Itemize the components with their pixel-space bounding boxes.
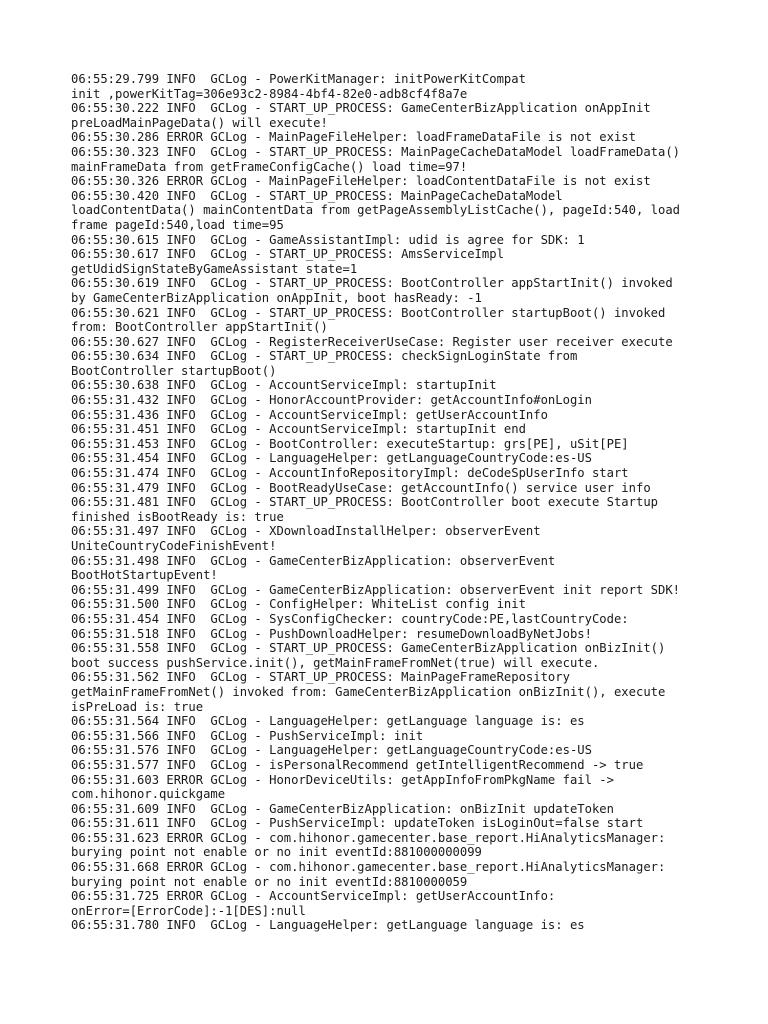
log-line: 06:55:31.562 INFO GCLog - START_UP_PROCESS: MainPageFrameRepository — [71, 670, 570, 685]
log-line: burying point not enable or no init eventId:881000000099 — [71, 845, 482, 860]
log-line: 06:55:31.725 ERROR GCLog - AccountServiceImpl: getUserAccountInfo: — [71, 889, 556, 904]
log-line: burying point not enable or no init eventId:8810000059 — [71, 874, 468, 889]
log-line: 06:55:30.621 INFO GCLog - START_UP_PROCESS: BootController startupBoot() invoked — [71, 305, 666, 320]
log-line: 06:55:31.609 INFO GCLog - GameCenterBizApplication: onBizInit updateToken — [71, 801, 614, 816]
log-line: 06:55:30.617 INFO GCLog - START_UP_PROCESS: AmsServiceImpl — [71, 247, 504, 262]
log-line: onError=[ErrorCode]:-1[DES]:null — [71, 903, 306, 918]
log-line: 06:55:31.453 INFO GCLog - BootController: executeStartup: grs[PE], uSit[PE] — [71, 436, 629, 451]
log-line: 06:55:30.627 INFO GCLog - RegisterReceiverUseCase: Register user receiver execute — [71, 334, 673, 349]
log-line: by GameCenterBizApplication onAppInit, boot hasReady: -1 — [71, 290, 482, 305]
log-line: boot success pushService.init(), getMainFrameFromNet(true) will execute. — [71, 655, 600, 670]
log-line: 06:55:31.577 INFO GCLog - isPersonalRecommend getIntelligentRecommend -> true — [71, 757, 644, 772]
log-line: com.hihonor.quickgame — [71, 787, 226, 802]
log-line: 06:55:30.420 INFO GCLog - START_UP_PROCESS: MainPageCacheDataModel — [71, 188, 563, 203]
log-line: 06:55:30.638 INFO GCLog - AccountServiceImpl: startupInit — [71, 378, 497, 393]
log-line: frame pageId:540,load time=95 — [71, 217, 284, 232]
log-line: 06:55:31.432 INFO GCLog - HonorAccountProvider: getAccountInfo#onLogin — [71, 393, 592, 408]
log-line: 06:55:31.780 INFO GCLog - LanguageHelper: getLanguage language is: es — [71, 918, 585, 933]
log-line: preLoadMainPageData() will execute! — [71, 115, 328, 130]
log-line: 06:55:29.799 INFO GCLog - PowerKitManager: initPowerKitCompat — [71, 72, 526, 86]
log-line: 06:55:31.518 INFO GCLog - PushDownloadHelper: resumeDownloadByNetJobs! — [71, 626, 592, 641]
log-line: 06:55:31.603 ERROR GCLog - HonorDeviceUtils: getAppInfoFromPkgName fail -> — [71, 772, 614, 787]
log-line: 06:55:31.566 INFO GCLog - PushServiceImpl: init — [71, 728, 424, 743]
log-line: 06:55:31.474 INFO GCLog - AccountInfoRepositoryImpl: deCodeSpUserInfo start — [71, 466, 629, 481]
log-line: 06:55:31.564 INFO GCLog - LanguageHelper: getLanguage language is: es — [71, 714, 585, 729]
log-line: 06:55:31.498 INFO GCLog - GameCenterBizApplication: observerEvent — [71, 553, 556, 568]
log-line: 06:55:30.326 ERROR GCLog - MainPageFileHelper: loadContentDataFile is not exist — [71, 174, 651, 189]
log-line: 06:55:31.436 INFO GCLog - AccountServiceImpl: getUserAccountInfo — [71, 407, 548, 422]
log-line: 06:55:30.286 ERROR GCLog - MainPageFileHelper: loadFrameDataFile is not exist — [71, 130, 636, 145]
log-line: 06:55:31.454 INFO GCLog - LanguageHelper: getLanguageCountryCode:es-US — [71, 451, 592, 466]
log-line: 06:55:31.499 INFO GCLog - GameCenterBizApplication: observerEvent init report SDK! — [71, 582, 681, 597]
log-line: isPreLoad is: true — [71, 699, 204, 714]
log-line: 06:55:30.222 INFO GCLog - START_UP_PROCESS: GameCenterBizApplication onAppInit — [71, 101, 651, 116]
log-line: BootHotStartupEvent! — [71, 568, 218, 583]
log-line: 06:55:31.500 INFO GCLog - ConfigHelper: WhiteList config init — [71, 597, 526, 612]
log-line: 06:55:31.623 ERROR GCLog - com.hihonor.gamecenter.base_report.HiAnalyticsManager: — [71, 830, 666, 845]
log-line: 06:55:31.611 INFO GCLog - PushServiceImpl: updateToken isLoginOut=false start — [71, 816, 644, 831]
log-line: mainFrameData from getFrameConfigCache() load time=97! — [71, 159, 468, 174]
log-line: 06:55:31.454 INFO GCLog - SysConfigChecker: countryCode:PE,lastCountryCode: — [71, 611, 629, 626]
log-line: 06:55:31.479 INFO GCLog - BootReadyUseCase: getAccountInfo() service user info — [71, 480, 651, 495]
log-line: 06:55:31.451 INFO GCLog - AccountServiceImpl: startupInit end — [71, 422, 526, 437]
log-line: 06:55:30.323 INFO GCLog - START_UP_PROCESS: MainPageCacheDataModel loadFrameData() — [71, 144, 681, 159]
log-line: finished isBootReady is: true — [71, 509, 284, 524]
log-line: 06:55:31.576 INFO GCLog - LanguageHelper: getLanguageCountryCode:es-US — [71, 743, 592, 758]
log-line: loadContentData() mainContentData from getPageAssemblyListCache(), pageId:540, load — [71, 203, 681, 218]
log-line: BootController startupBoot() — [71, 363, 277, 378]
log-line: 06:55:30.615 INFO GCLog - GameAssistantImpl: udid is agree for SDK: 1 — [71, 232, 585, 247]
log-line: getMainFrameFromNet() invoked from: GameCenterBizApplication onBizInit(), execute — [71, 684, 666, 699]
log-line: getUdidSignStateByGameAssistant state=1 — [71, 261, 358, 276]
log-line: 06:55:30.634 INFO GCLog - START_UP_PROCESS: checkSignLoginState from — [71, 349, 578, 364]
log-text-block — [71, 72, 711, 933]
log-line: UniteCountryCodeFinishEvent! — [71, 539, 277, 553]
log-line: 06:55:31.558 INFO GCLog - START_UP_PROCESS: GameCenterBizApplication onBizInit() — [71, 641, 666, 656]
log-line: 06:55:31.481 INFO GCLog - START_UP_PROCESS: BootController boot execute Startup — [71, 495, 658, 510]
log-line: 06:55:30.619 INFO GCLog - START_UP_PROCESS: BootController appStartInit() invoked — [71, 276, 673, 291]
log-line: 06:55:31.668 ERROR GCLog - com.hihonor.gamecenter.base_report.HiAnalyticsManager: — [71, 860, 666, 875]
log-line: init ,powerKitTag=306e93c2-8984-4bf4-82e0-adb8cf4f8a7e — [71, 86, 468, 101]
log-line: from: BootController appStartInit() — [71, 320, 328, 335]
log-line: 06:55:31.497 INFO GCLog - XDownloadInstallHelper: observerEvent — [71, 524, 541, 539]
